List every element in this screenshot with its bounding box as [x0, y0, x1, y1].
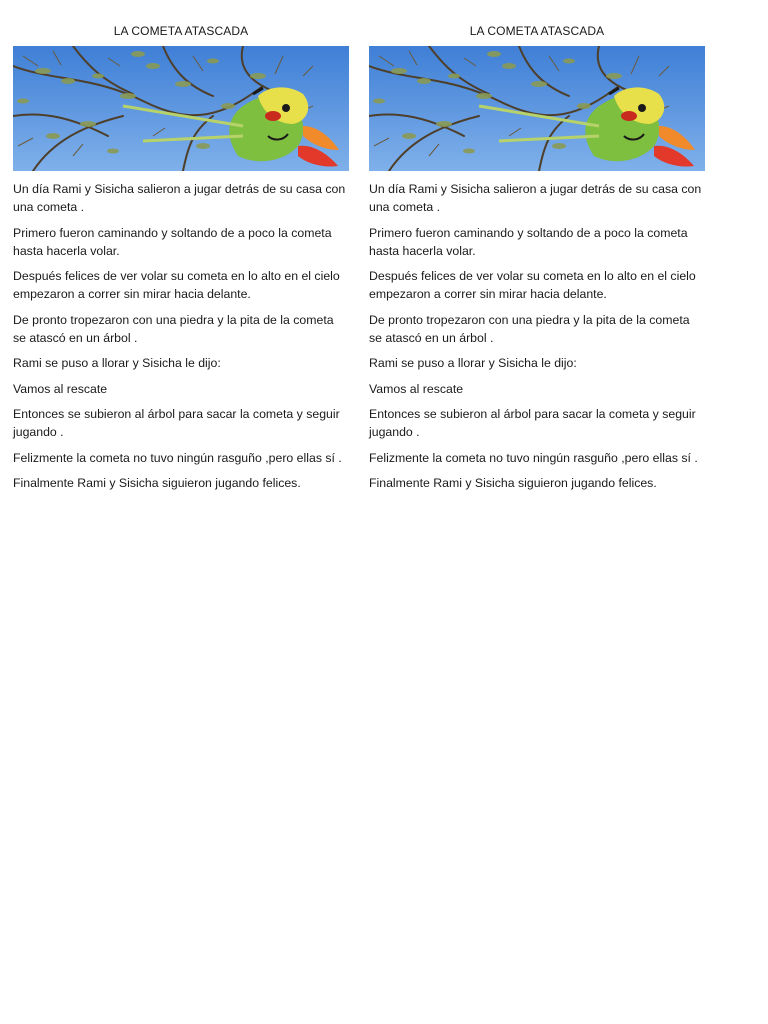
story-title: LA COMETA ATASCADA [469, 24, 605, 38]
story-paragraph: Entonces se subieron al árbol para sacar la cometa y seguir jugando . [369, 407, 696, 439]
story-paragraph: Después felices de ver volar su cometa en lo alto en el cielo empezaron a correr sin mirar hacia delante. [369, 269, 696, 301]
story-paragraph: De pronto tropezaron con una piedra y la pita de la cometa se atascó en un árbol . [369, 312, 690, 345]
kite-photo [13, 46, 349, 171]
story-paragraph: Un día Rami y Sisicha salieron a jugar detrás de su casa con una cometa . [369, 182, 702, 214]
story-title: LA COMETA ATASCADA [113, 24, 249, 38]
story-paragraph: Felizmente la cometa no tuvo ningún rasguño ,pero ellas sí . [369, 450, 698, 465]
story-paragraph: Finalmente Rami y Sisicha siguieron jugando felices. [13, 476, 301, 490]
story-paragraph: Vamos al rescate [369, 381, 464, 396]
story-paragraph: Primero fueron caminando y soltando de a poco la cometa hasta hacerla volar. [13, 225, 332, 258]
story-column-right [369, 22, 705, 500]
story-paragraph: Vamos al rescate [13, 381, 108, 396]
story-paragraph: Felizmente la cometa no tuvo ningún rasguño ,pero ellas sí . [13, 450, 342, 465]
story-paragraph: Rami se puso a llorar y Sisicha le dijo: [369, 356, 577, 370]
story-paragraph: Finalmente Rami y Sisicha siguieron jugando felices. [369, 476, 657, 490]
story-column-left [13, 22, 349, 500]
story-paragraph: Después felices de ver volar su cometa en lo alto en el cielo empezaron a correr sin mirar hacia delante. [13, 269, 340, 301]
kite-photo [369, 46, 705, 171]
story-paragraph: Primero fueron caminando y soltando de a poco la cometa hasta hacerla volar. [369, 225, 688, 258]
story-paragraph: De pronto tropezaron con una piedra y la pita de la cometa se atascó en un árbol . [13, 312, 334, 345]
story-paragraph: Un día Rami y Sisicha salieron a jugar detrás de su casa con una cometa . [13, 182, 346, 214]
story-paragraph: Rami se puso a llorar y Sisicha le dijo: [13, 356, 221, 370]
story-paragraph: Entonces se subieron al árbol para sacar la cometa y seguir jugando . [13, 407, 340, 439]
